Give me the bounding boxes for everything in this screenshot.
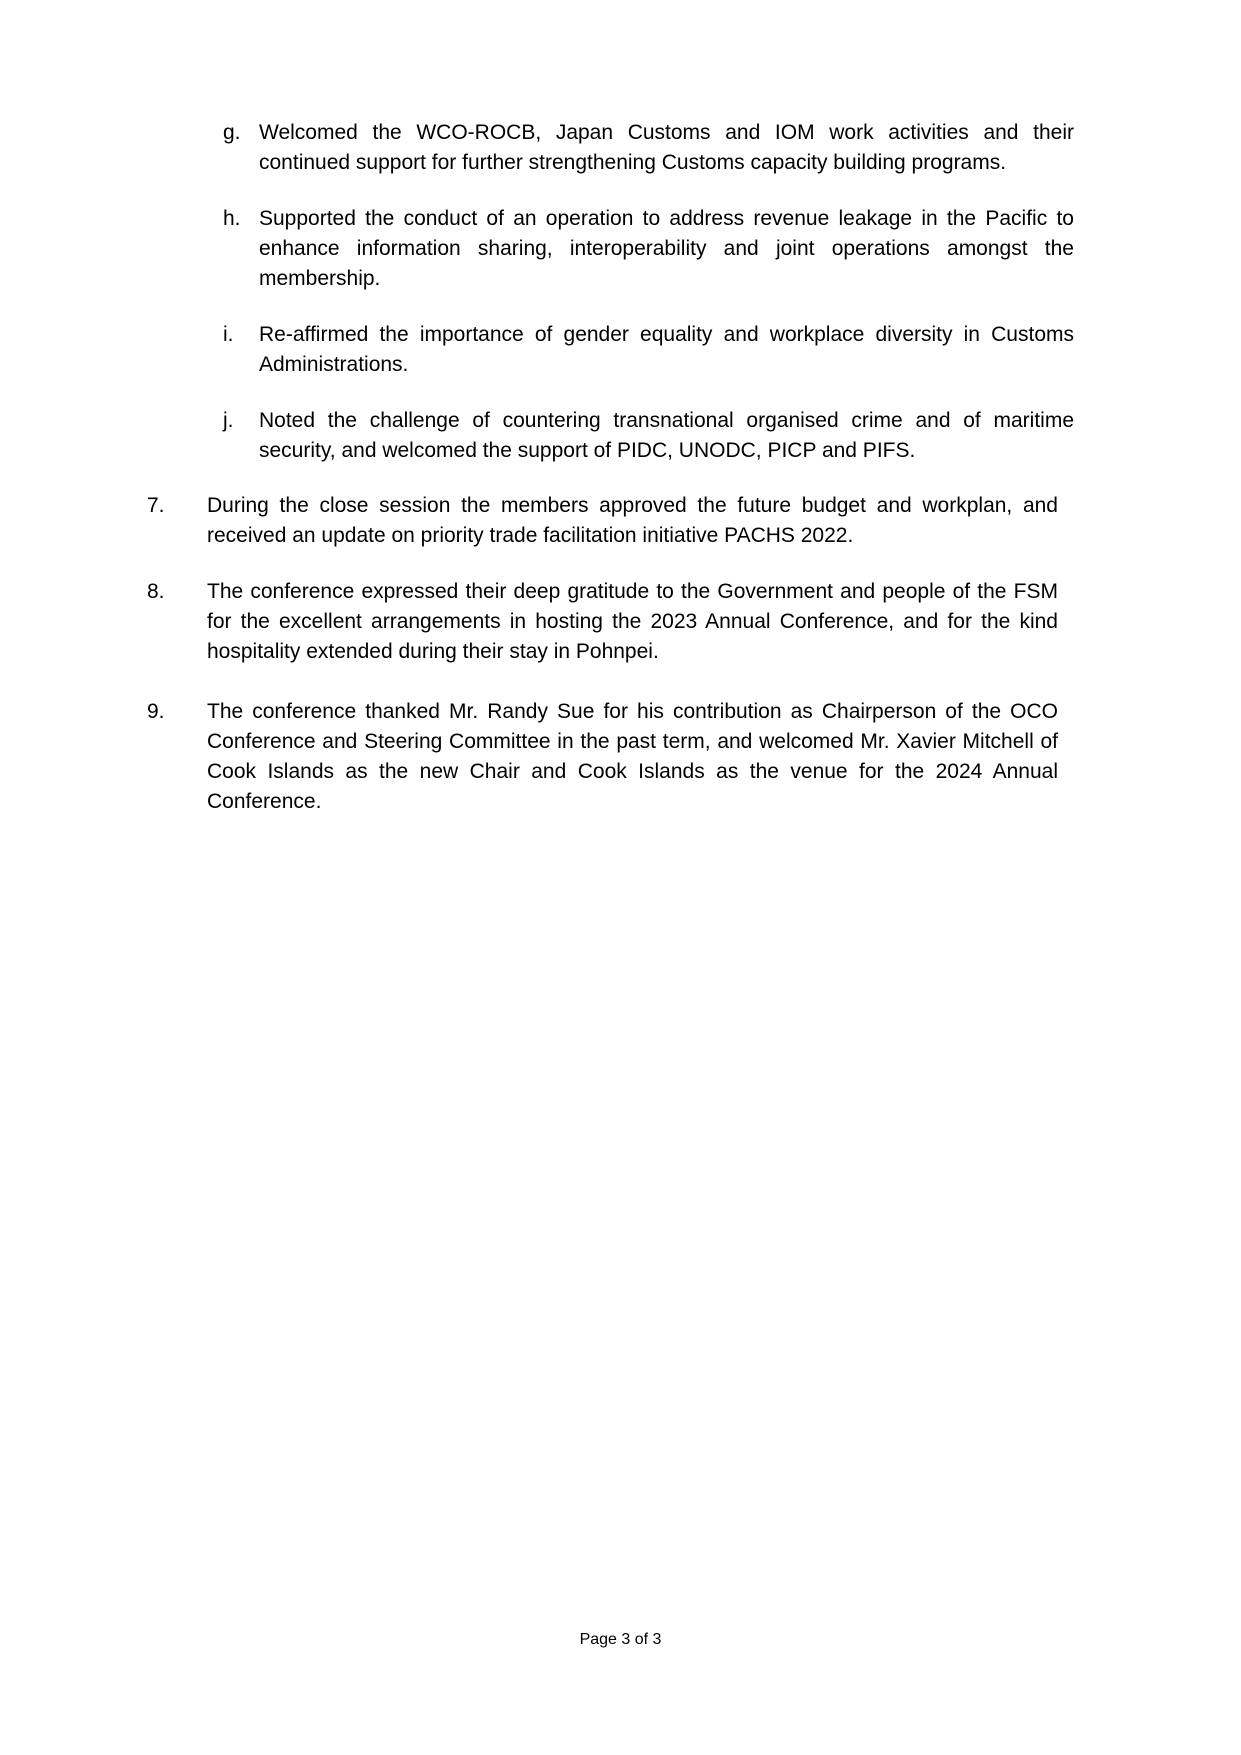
paragraph-text: During the close session the members approved the future budget and workplan, and received an update on priority trade facilitation initiative PACHS 2022. [207,494,1058,547]
list-item-text: Supported the conduct of an operation to address revenue leakage in the Pacific to enhance information sharing, interoperability and joint operations amongst the membership. [259,207,1074,290]
list-item-label: i. [223,323,234,346]
paragraph-number: 8. [147,580,165,603]
numbered-paragraph-7 [147,491,1067,553]
numbered-paragraph-9 [147,697,1067,819]
paragraph-text: The conference expressed their deep gratitude to the Government and people of the FSM for the excellent arrangements in hosting the 2023 Annual Conference, and for the kind hospitality extended during their stay in Pohnpei. [207,580,1058,663]
page-number-footer: Page 3 of 3 [579,1631,662,1648]
list-item-text: Noted the challenge of countering transnational organised crime and of maritime security, and welcomed the support of PIDC, UNODC, PICP and PIFS. [259,409,1074,462]
list-item-label: j. [223,409,234,432]
list-item-h [223,204,1083,296]
paragraph-number: 9. [147,700,165,723]
list-item-g [223,118,1083,180]
paragraph-text: The conference thanked Mr. Randy Sue for his contribution as Chairperson of the OCO Conference and Steering Committee in the past term, and welcomed Mr. Xavier Mitchell of Cook Islands as the new Chair and Cook Islands as the venue for the 2024 Annual Conference. [207,700,1058,813]
list-item-label: h. [223,207,241,230]
list-item-j [223,406,1083,468]
list-item-text: Re-affirmed the importance of gender equality and workplace diversity in Customs Administrations. [259,323,1074,376]
list-item-text: Welcomed the WCO-ROCB, Japan Customs and IOM work activities and their continued support for further strengthening Customs capacity building programs. [259,121,1074,174]
list-item-label: g. [223,121,241,144]
paragraph-number: 7. [147,494,165,517]
list-item-i [223,320,1083,382]
numbered-paragraph-8 [147,577,1067,669]
